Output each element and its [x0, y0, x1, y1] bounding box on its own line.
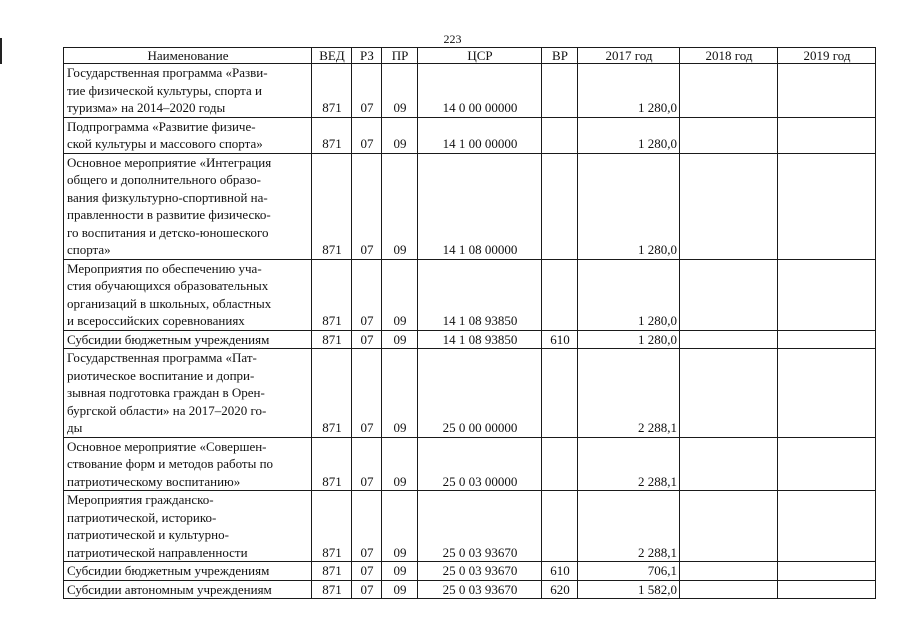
cell-name-line: патриотической, историко- [67, 509, 217, 525]
cell-2019 [778, 580, 876, 599]
cell-2017: 1 280,0 [578, 259, 680, 330]
cell-name-line: бургской области» на 2017–2020 го- [67, 402, 267, 418]
cell-name-line: стия обучающихся образовательных [67, 278, 269, 293]
cell-2017: 2 288,1 [578, 437, 680, 491]
cell-2017: 1 280,0 [578, 117, 680, 153]
cell-ved: 871 [312, 349, 352, 438]
cell-rz: 07 [352, 349, 382, 438]
cell-2018 [680, 580, 778, 599]
cell-pr: 09 [382, 259, 418, 330]
table-row [64, 330, 876, 349]
cell-2019 [778, 491, 876, 562]
cell-csr: 14 1 08 93850 [418, 330, 542, 349]
cell-ved: 871 [312, 562, 352, 581]
cell-2019 [778, 153, 876, 259]
table-row [64, 349, 876, 438]
cell-2019 [778, 117, 876, 153]
header-ved: ВЕД [312, 48, 352, 64]
cell-pr: 09 [382, 64, 418, 118]
cell-pr: 09 [382, 153, 418, 259]
cell-name [64, 117, 312, 153]
cell-rz: 07 [352, 491, 382, 562]
cell-csr: 14 1 08 00000 [418, 153, 542, 259]
cell-ved: 871 [312, 153, 352, 259]
cell-2018 [680, 349, 778, 438]
cell-name-line: и всероссийских соревнованиях [67, 313, 245, 328]
budget-table [63, 47, 876, 599]
cell-2018 [680, 259, 778, 330]
cell-name-line: Государственная программа «Разви- [67, 65, 268, 80]
cell-name-line: ской культуры и массового спорта» [67, 136, 263, 151]
cell-csr: 25 0 03 93670 [418, 580, 542, 599]
cell-name-line: ды [67, 420, 83, 435]
cell-name-line: правленности в развитие физическо- [67, 207, 271, 222]
cell-name [64, 580, 312, 599]
header-csr: ЦСР [418, 48, 542, 64]
cell-2018 [680, 437, 778, 491]
header-rz: РЗ [352, 48, 382, 64]
table-row [64, 153, 876, 259]
cell-name-line: Подпрограмма «Развитие физиче- [67, 118, 256, 134]
cell-name-line: патриотическому воспитанию» [67, 473, 241, 489]
cell-name-line: туризма» на 2014–2020 годы [67, 100, 226, 115]
cell-csr: 14 1 08 93850 [418, 259, 542, 330]
cell-vr: 610 [542, 562, 578, 581]
cell-name-line: тие физической культуры, спорта и [67, 82, 262, 98]
header-vr: ВР [542, 48, 578, 64]
cell-pr: 09 [382, 562, 418, 581]
cell-name [64, 437, 312, 491]
cell-rz: 07 [352, 153, 382, 259]
cell-ved: 871 [312, 491, 352, 562]
cell-vr: 610 [542, 330, 578, 349]
table-row [64, 117, 876, 153]
cell-2018 [680, 330, 778, 349]
cell-rz: 07 [352, 562, 382, 581]
cell-2018 [680, 64, 778, 118]
header-2019: 2019 год [778, 48, 876, 64]
cell-pr: 09 [382, 330, 418, 349]
cell-name-line: патриотической и культурно- [67, 527, 229, 542]
cell-2017: 706,1 [578, 562, 680, 581]
cell-ved: 871 [312, 580, 352, 599]
cell-rz: 07 [352, 437, 382, 491]
cell-csr: 25 0 03 93670 [418, 562, 542, 581]
cell-ved: 871 [312, 117, 352, 153]
cell-2018 [680, 117, 778, 153]
cell-2017: 1 582,0 [578, 580, 680, 599]
header-2017: 2017 год [578, 48, 680, 64]
cell-rz: 07 [352, 117, 382, 153]
cell-name [64, 562, 312, 581]
table-row [64, 562, 876, 581]
page-number: 223 [443, 32, 462, 46]
cell-name-line: Основное мероприятие «Совершен- [67, 438, 267, 454]
table-row [64, 259, 876, 330]
cell-2017: 2 288,1 [578, 349, 680, 438]
cell-name-line: ствование форм и методов работы по [67, 456, 274, 471]
cell-pr: 09 [382, 117, 418, 153]
cell-name [64, 153, 312, 259]
cell-name-line: патриотической направленности [67, 544, 248, 560]
cell-name-line: организаций в школьных, областных [67, 295, 272, 311]
cell-name-line: спорта» [67, 242, 111, 257]
cell-pr: 09 [382, 491, 418, 562]
cell-rz: 07 [352, 580, 382, 599]
cell-csr: 14 1 00 00000 [418, 117, 542, 153]
cell-ved: 871 [312, 259, 352, 330]
cell-2019 [778, 64, 876, 118]
cell-name-line: Основное мероприятие «Интеграция [67, 154, 272, 170]
cell-vr [542, 437, 578, 491]
cell-ved: 871 [312, 64, 352, 118]
cell-2017: 1 280,0 [578, 330, 680, 349]
cell-2017: 2 288,1 [578, 491, 680, 562]
cell-2019 [778, 330, 876, 349]
table-row [64, 580, 876, 599]
table-row [64, 491, 876, 562]
cell-pr: 09 [382, 437, 418, 491]
cell-csr: 14 0 00 00000 [418, 64, 542, 118]
cell-rz: 07 [352, 64, 382, 118]
cell-name-line: го воспитания и детско-юношеского [67, 224, 269, 240]
cell-vr [542, 491, 578, 562]
cell-name [64, 330, 312, 349]
cell-vr [542, 64, 578, 118]
table-header-row [64, 48, 876, 64]
cell-vr [542, 259, 578, 330]
cell-2017: 1 280,0 [578, 153, 680, 259]
cell-name-line: зывная подготовка граждан в Орен- [67, 385, 265, 400]
cell-name-line: Мероприятия гражданско- [67, 492, 214, 507]
cell-csr: 25 0 03 93670 [418, 491, 542, 562]
cell-2019 [778, 437, 876, 491]
table-row [64, 437, 876, 491]
cell-name-line: вания физкультурно-спортивной на- [67, 189, 268, 205]
cell-csr: 25 0 00 00000 [418, 349, 542, 438]
cell-2018 [680, 562, 778, 581]
cell-name-line: риотическое воспитание и допри- [67, 367, 255, 383]
cell-name-line: Субсидии автономным учреждениям [67, 581, 272, 597]
cell-rz: 07 [352, 259, 382, 330]
cell-vr: 620 [542, 580, 578, 599]
cell-name-line: Субсидии бюджетным учреждениям [67, 563, 270, 578]
cell-name [64, 491, 312, 562]
cell-name-line: Субсидии бюджетным учреждениям [67, 331, 270, 347]
cell-csr: 25 0 03 00000 [418, 437, 542, 491]
cell-name-line: Государственная программа «Пат- [67, 350, 257, 365]
cell-ved: 871 [312, 437, 352, 491]
header-2018: 2018 год [680, 48, 778, 64]
cell-2018 [680, 491, 778, 562]
header-name: Наименование [64, 48, 312, 64]
cell-pr: 09 [382, 580, 418, 599]
cell-name-line: Мероприятия по обеспечению уча- [67, 260, 262, 276]
cell-2019 [778, 259, 876, 330]
cell-name [64, 259, 312, 330]
cell-2017: 1 280,0 [578, 64, 680, 118]
cell-vr [542, 117, 578, 153]
cell-vr [542, 349, 578, 438]
cell-pr: 09 [382, 349, 418, 438]
cell-name [64, 349, 312, 438]
cell-2019 [778, 349, 876, 438]
cell-2019 [778, 562, 876, 581]
cell-2018 [680, 153, 778, 259]
table-row [64, 64, 876, 118]
cell-rz: 07 [352, 330, 382, 349]
cell-name [64, 64, 312, 118]
header-pr: ПР [382, 48, 418, 64]
cell-name-line: общего и дополнительного образо- [67, 172, 262, 187]
cell-ved: 871 [312, 330, 352, 349]
cell-vr [542, 153, 578, 259]
